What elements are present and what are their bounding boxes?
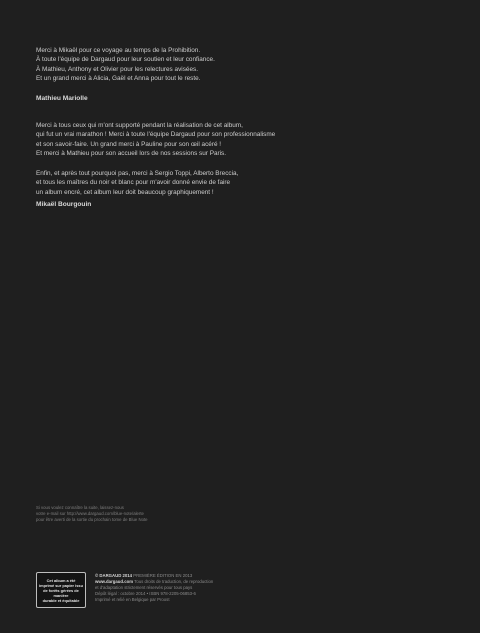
acknowledgment-block-bourgouin-2	[36, 169, 336, 197]
ack-line: et tous les maîtres du noir et blanc pour m'avoir donné envie de faire	[36, 179, 231, 187]
ack-line: et son savoir-faire. Un grand merci à Pauline pour son œil acéré !	[36, 140, 222, 148]
eco-badge-line: imprimé sur papier issu	[39, 582, 83, 588]
ack-line: Et un grand merci à Alicia, Gaël et Anna pour tout le reste.	[36, 75, 201, 83]
rights-line-2: et d'adaptation strictement réservés pour tous pays	[95, 585, 193, 591]
signature-mariolle: Mathieu Mariolle	[36, 95, 88, 102]
eco-paper-badge	[36, 572, 86, 608]
acknowledgment-block-mariolle	[36, 46, 336, 84]
publisher-site: www.dargaud.com	[95, 579, 134, 585]
legal-deposit: Dépôt légal : octobre 2014 • ISBN 978-2205-06853-6	[95, 591, 196, 597]
eco-badge-line: durable et équitable	[42, 597, 80, 603]
signature-bourgouin: Mikaël Bourgouin	[36, 201, 92, 208]
copyright: © DARGAUD 2014	[95, 573, 133, 578]
ack-line: À toute l'équipe de Dargaud pour leur soutien et leur confiance.	[36, 56, 215, 64]
legal-notice	[95, 573, 295, 603]
eco-badge-line: manière	[53, 592, 69, 598]
ack-line: Enfin, et après tout pourquoi pas, merci à Sergio Toppi, Alberto Breccia,	[36, 170, 239, 177]
newsletter-line: Si vous voulez connaître la suite, laissez-nous	[36, 505, 124, 510]
newsletter-line: votre e-mail sur http://www.dargaud.com/blue-note/alerte	[36, 510, 144, 516]
eco-badge-line: Cet album a été	[46, 577, 76, 583]
rights-text: Tous droits de traduction, de reproduction	[134, 579, 214, 585]
eco-badge-text	[39, 578, 83, 603]
eco-badge-line: de forêts gérées de	[43, 587, 79, 593]
acknowledgment-block-bourgouin	[36, 121, 336, 159]
ack-line: un album encré, cet album leur doit beaucoup graphiquement !	[36, 188, 214, 196]
ack-line: Merci à tous ceux qui m'ont supporté pendant la réalisation de cet album,	[36, 122, 243, 129]
ack-line: qui fut un vrai marathon ! Merci à toute l'équipe Dargaud pour son professionnalisme	[36, 131, 276, 139]
ack-line: Et merci à Mathieu pour son accueil lors de nos sessions sur Paris.	[36, 150, 227, 158]
edition: PREMIÈRE ÉDITION EN 2013	[133, 573, 193, 578]
newsletter-line: pour être averti de la sortie du prochain tome de Blue Note	[36, 516, 148, 522]
ack-line: À Mathieu, Anthony et Olivier pour les relectures avisées.	[36, 65, 198, 73]
printer-line: Imprimé et relié en Belgique par Proost	[95, 597, 170, 603]
newsletter-notice	[36, 505, 256, 522]
ack-line: Merci à Mikaël pour ce voyage au temps de la Prohibition.	[36, 47, 201, 54]
